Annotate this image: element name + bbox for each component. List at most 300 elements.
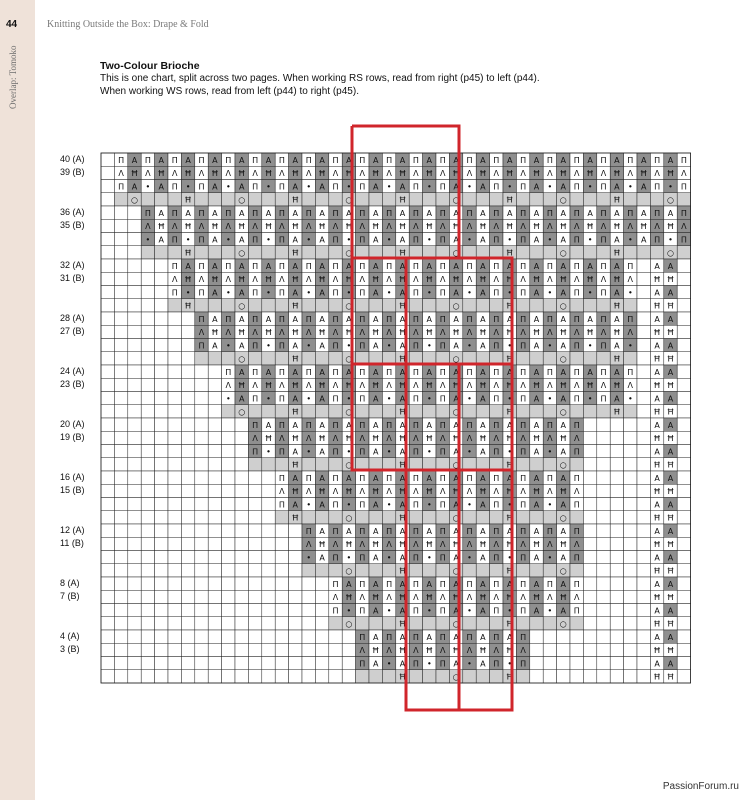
chart-cell — [302, 577, 315, 590]
stitch-symbol: ○ — [559, 407, 567, 417]
stitch-symbol: A — [533, 208, 540, 218]
stitch-symbol: Π — [520, 208, 527, 218]
chart-cell — [409, 299, 422, 312]
stitch-symbol: A — [667, 367, 674, 377]
stitch-symbol: A — [212, 261, 218, 271]
chart-cell — [302, 617, 315, 630]
stitch-symbol: Π — [386, 367, 393, 377]
chart-cell — [181, 312, 194, 325]
chart-cell — [677, 445, 690, 458]
stitch-symbol: A — [560, 367, 567, 377]
chart-cell — [543, 670, 556, 683]
stitch-symbol: Λ — [439, 487, 446, 497]
chart-cell — [329, 564, 342, 577]
stitch-symbol: A — [131, 155, 138, 165]
chart-cell — [128, 325, 141, 338]
stitch-symbol: Π — [680, 155, 687, 165]
stitch-symbol: • — [547, 341, 553, 351]
stitch-symbol: ○ — [559, 460, 567, 470]
chart-cell — [181, 590, 194, 603]
chart-cell — [315, 577, 328, 590]
stitch-symbol: • — [386, 235, 392, 245]
stitch-symbol: A — [131, 182, 138, 192]
stitch-symbol: Π — [359, 606, 366, 616]
chart-cell — [677, 604, 690, 617]
chart-cell — [208, 537, 221, 550]
chart-cell — [329, 670, 342, 683]
stitch-symbol: A — [319, 394, 325, 404]
stitch-symbol: A — [319, 367, 325, 377]
chart-cell — [141, 286, 154, 299]
chart-cell — [583, 352, 596, 365]
chart-cell — [101, 325, 114, 338]
stitch-symbol: A — [319, 235, 325, 245]
stitch-symbol: Ħ — [291, 248, 299, 258]
chart-cell — [637, 325, 650, 338]
chart-cell — [262, 471, 275, 484]
stitch-symbol: Ħ — [291, 487, 299, 497]
chart-cell — [208, 670, 221, 683]
stitch-symbol: A — [667, 447, 674, 457]
chart-cell — [583, 445, 596, 458]
chart-cell — [208, 564, 221, 577]
chart-cell — [275, 551, 288, 564]
chart-cell — [195, 537, 208, 550]
stitch-symbol: Ħ — [506, 169, 514, 179]
chart-cell — [677, 193, 690, 206]
stitch-symbol: A — [640, 155, 647, 165]
stitch-symbol: Λ — [413, 434, 419, 444]
chart-cell — [155, 418, 168, 431]
chart-cell — [114, 551, 127, 564]
chart-cell — [597, 431, 610, 444]
stitch-symbol: Π — [466, 367, 473, 377]
stitch-symbol: Π — [278, 288, 285, 298]
stitch-symbol: Π — [386, 155, 393, 165]
stitch-symbol: Λ — [439, 434, 446, 444]
stitch-symbol: A — [319, 208, 325, 218]
stitch-symbol: A — [292, 341, 299, 351]
stitch-symbol: Ħ — [238, 328, 246, 338]
stitch-symbol: Ħ — [398, 487, 407, 497]
row-label: 12 (A) — [60, 525, 85, 535]
stitch-symbol: A — [399, 526, 406, 536]
stitch-symbol: A — [667, 394, 674, 404]
stitch-symbol: • — [346, 394, 352, 404]
stitch-symbol: Ħ — [291, 275, 299, 285]
chart-cell — [128, 458, 141, 471]
chart-cell — [302, 630, 315, 643]
chart-cell — [356, 511, 369, 524]
chart-cell — [235, 670, 248, 683]
chart-cell — [637, 524, 650, 537]
stitch-symbol: Ħ — [291, 301, 299, 311]
stitch-symbol: Λ — [493, 328, 500, 338]
chart-cell — [570, 193, 583, 206]
chart-cell — [597, 246, 610, 259]
chart-cell — [637, 272, 650, 285]
stitch-symbol: Π — [252, 394, 259, 404]
stitch-symbol: A — [319, 553, 325, 563]
stitch-symbol: • — [346, 500, 352, 510]
stitch-symbol: Π — [573, 447, 580, 457]
stitch-symbol: • — [346, 553, 352, 563]
stitch-symbol: ○ — [345, 195, 353, 205]
stitch-symbol: Λ — [225, 222, 232, 232]
stitch-symbol: Π — [144, 208, 151, 218]
stitch-symbol: Π — [332, 526, 339, 536]
chart-cell — [101, 405, 114, 418]
stitch-symbol: Π — [520, 394, 527, 404]
chart-cell — [637, 498, 650, 511]
chart-cell — [195, 299, 208, 312]
stitch-symbol: A — [533, 579, 540, 589]
stitch-symbol: Π — [386, 261, 393, 271]
stitch-symbol: A — [480, 367, 486, 377]
chart-cell — [329, 657, 342, 670]
chart-cell — [637, 643, 650, 656]
stitch-symbol: Λ — [332, 593, 339, 603]
stitch-symbol: Λ — [654, 222, 660, 232]
stitch-symbol: A — [346, 579, 352, 589]
chart-cell — [235, 511, 248, 524]
stitch-symbol: A — [506, 420, 513, 430]
chart-cell — [101, 604, 114, 617]
stitch-symbol: Π — [198, 314, 205, 324]
stitch-symbol: Π — [332, 394, 339, 404]
chart-cell — [101, 219, 114, 232]
stitch-symbol: • — [266, 182, 271, 192]
chart-cell — [677, 630, 690, 643]
stitch-symbol: Π — [573, 500, 580, 510]
stitch-symbol: Ħ — [613, 328, 621, 338]
chart-cell — [128, 299, 141, 312]
chart-cell — [637, 617, 650, 630]
chart-cell — [583, 418, 596, 431]
stitch-symbol: A — [158, 182, 165, 192]
stitch-symbol: Λ — [413, 540, 419, 550]
chart-cell — [289, 564, 302, 577]
stitch-symbol: Π — [439, 367, 446, 377]
stitch-symbol: A — [453, 208, 459, 218]
stitch-symbol: Π — [359, 235, 366, 245]
stitch-symbol: Π — [144, 155, 151, 165]
stitch-symbol: Λ — [225, 328, 232, 338]
chart-cell — [101, 299, 114, 312]
stitch-symbol: • — [306, 553, 312, 563]
stitch-symbol: Ħ — [184, 301, 192, 311]
chart-cell — [155, 458, 168, 471]
stitch-symbol: A — [238, 341, 245, 351]
chart-cell — [155, 286, 168, 299]
chart-cell — [208, 458, 221, 471]
chart-cell — [128, 219, 141, 232]
stitch-symbol: Ħ — [318, 487, 326, 497]
stitch-symbol: Π — [359, 473, 366, 483]
chart-cell — [181, 630, 194, 643]
chart-cell — [248, 299, 261, 312]
chart-cell — [195, 484, 208, 497]
stitch-symbol: Π — [412, 261, 419, 271]
chart-cell — [436, 405, 449, 418]
chart-cell — [114, 233, 127, 246]
chart-cell — [597, 670, 610, 683]
stitch-symbol: Λ — [252, 169, 258, 179]
stitch-symbol: Ħ — [345, 275, 353, 285]
stitch-symbol: A — [480, 632, 486, 642]
chart-cell — [155, 590, 168, 603]
chart-cell — [248, 617, 261, 630]
stitch-symbol: Ħ — [291, 328, 299, 338]
chart-cell — [208, 551, 221, 564]
stitch-symbol: A — [372, 632, 379, 642]
stitch-symbol: • — [627, 235, 633, 245]
chart-cell — [222, 657, 235, 670]
stitch-symbol: Ħ — [666, 487, 675, 497]
chart-cell — [195, 617, 208, 630]
stitch-symbol: A — [346, 155, 352, 165]
chart-cell — [141, 392, 154, 405]
chart-cell — [208, 445, 221, 458]
stitch-symbol: Λ — [386, 540, 392, 550]
stitch-symbol: Λ — [305, 540, 312, 550]
stitch-symbol: Π — [278, 235, 285, 245]
stitch-symbol: A — [399, 553, 406, 563]
chart-cell — [141, 246, 154, 259]
stitch-symbol: Ħ — [318, 381, 326, 391]
chart-cell — [543, 511, 556, 524]
stitch-symbol: Ħ — [559, 275, 567, 285]
stitch-symbol: Ħ — [452, 381, 460, 391]
stitch-symbol: Λ — [466, 381, 473, 391]
stitch-symbol: A — [158, 155, 165, 165]
chart-cell — [315, 458, 328, 471]
stitch-symbol: Π — [439, 500, 446, 510]
chart-cell — [141, 339, 154, 352]
stitch-symbol: Ħ — [666, 646, 675, 656]
chart-cell — [583, 657, 596, 670]
chart-cell — [114, 339, 127, 352]
chart-cell — [570, 617, 583, 630]
stitch-symbol: Π — [627, 155, 634, 165]
stitch-symbol: Λ — [493, 381, 500, 391]
stitch-symbol: Ħ — [653, 328, 661, 338]
chart-cell — [677, 272, 690, 285]
chart-cell — [128, 551, 141, 564]
chart-cell — [677, 431, 690, 444]
stitch-symbol: • — [185, 288, 191, 298]
chart-cell — [637, 551, 650, 564]
stitch-symbol: A — [533, 606, 540, 616]
chart-cell — [624, 193, 637, 206]
stitch-symbol: Λ — [145, 169, 151, 179]
stitch-symbol: Ħ — [613, 222, 621, 232]
stitch-symbol: A — [372, 420, 379, 430]
stitch-symbol: Ħ — [425, 646, 433, 656]
stitch-symbol: • — [386, 182, 392, 192]
chart-cell — [141, 299, 154, 312]
stitch-symbol: A — [560, 261, 567, 271]
stitch-symbol: Λ — [305, 169, 312, 179]
stitch-symbol: A — [399, 155, 406, 165]
chart-cell — [423, 617, 436, 630]
chart-cell — [128, 259, 141, 272]
stitch-symbol: Π — [198, 208, 205, 218]
stitch-symbol: A — [453, 500, 459, 510]
chart-cell — [195, 431, 208, 444]
chart-cell — [114, 643, 127, 656]
chart-cell — [302, 405, 315, 418]
stitch-symbol: Π — [520, 632, 527, 642]
chart-cell — [168, 564, 181, 577]
stitch-symbol: Ħ — [291, 222, 299, 232]
stitch-symbol: Ħ — [506, 540, 514, 550]
stitch-symbol: ○ — [345, 407, 353, 417]
chart-cell — [141, 590, 154, 603]
row-label: 24 (A) — [60, 366, 85, 376]
stitch-symbol: A — [426, 420, 433, 430]
chart-cell — [423, 670, 436, 683]
chart-cell — [356, 193, 369, 206]
stitch-symbol: Π — [573, 526, 580, 536]
chart-cell — [114, 537, 127, 550]
stitch-symbol: Λ — [547, 381, 553, 391]
stitch-symbol: Π — [412, 341, 419, 351]
chart-cell — [302, 604, 315, 617]
stitch-symbol: Ħ — [532, 540, 541, 550]
row-label: 7 (B) — [60, 591, 80, 602]
stitch-symbol: A — [533, 288, 540, 298]
stitch-symbol: Π — [546, 579, 553, 589]
stitch-symbol: Π — [573, 208, 580, 218]
stitch-symbol: ○ — [345, 301, 353, 311]
chart-cell — [141, 445, 154, 458]
chart-cell — [101, 392, 114, 405]
stitch-symbol: Ħ — [666, 513, 675, 523]
chart-cell — [677, 378, 690, 391]
stitch-symbol: • — [306, 394, 312, 404]
row-label: 4 (A) — [60, 631, 80, 641]
stitch-symbol: A — [399, 473, 406, 483]
chart-cell — [610, 630, 623, 643]
chart-cell — [369, 617, 382, 630]
stitch-symbol: Λ — [118, 169, 124, 179]
chart-cell — [543, 405, 556, 418]
stitch-symbol: ○ — [667, 248, 674, 258]
stitch-symbol: • — [346, 235, 352, 245]
stitch-symbol: Π — [332, 235, 339, 245]
stitch-symbol: Ħ — [425, 222, 433, 232]
chart-cell — [583, 193, 596, 206]
chart-cell — [610, 551, 623, 564]
stitch-symbol: Π — [493, 314, 500, 324]
chart-cell — [208, 484, 221, 497]
chart-cell — [208, 418, 221, 431]
chart-cell — [195, 670, 208, 683]
chart-cell — [101, 511, 114, 524]
chart-cell — [141, 272, 154, 285]
chart-cell — [637, 657, 650, 670]
stitch-symbol: A — [372, 235, 379, 245]
chart-cell — [382, 193, 395, 206]
chart-cell — [181, 537, 194, 550]
stitch-symbol: Π — [546, 473, 553, 483]
chart-cell — [570, 246, 583, 259]
stitch-symbol: A — [560, 420, 567, 430]
chart-cell — [222, 564, 235, 577]
chart-cell — [289, 657, 302, 670]
stitch-symbol: Π — [332, 182, 339, 192]
stitch-symbol: Π — [412, 553, 419, 563]
stitch-symbol: Π — [520, 579, 527, 589]
stitch-symbol: Π — [278, 341, 285, 351]
chart-cell — [329, 193, 342, 206]
stitch-symbol: • — [467, 606, 472, 616]
stitch-symbol: A — [292, 155, 299, 165]
stitch-symbol: Ħ — [398, 513, 407, 523]
stitch-symbol: Ħ — [398, 222, 407, 232]
chart-cell — [222, 617, 235, 630]
chart-cell — [302, 352, 315, 365]
chart-cell — [275, 617, 288, 630]
stitch-symbol: A — [372, 500, 379, 510]
stitch-symbol: • — [426, 659, 432, 669]
stitch-symbol: Ħ — [452, 593, 460, 603]
stitch-symbol: Ħ — [613, 195, 621, 205]
stitch-symbol: • — [467, 659, 472, 669]
stitch-symbol: Ħ — [532, 381, 541, 391]
stitch-symbol: Π — [412, 367, 419, 377]
chart-cell — [610, 643, 623, 656]
stitch-symbol: ○ — [452, 301, 460, 311]
chart-cell — [436, 511, 449, 524]
chart-cell — [195, 630, 208, 643]
stitch-symbol: ○ — [452, 354, 460, 364]
stitch-symbol: A — [319, 155, 325, 165]
stitch-symbol: Ħ — [372, 381, 380, 391]
chart-cell — [436, 193, 449, 206]
chart-cell — [181, 471, 194, 484]
stitch-symbol: Λ — [413, 275, 419, 285]
chart-cell — [128, 617, 141, 630]
stitch-symbol: Π — [412, 632, 419, 642]
stitch-symbol: Ħ — [506, 593, 514, 603]
chart-cell — [141, 312, 154, 325]
stitch-symbol: Λ — [654, 169, 660, 179]
chart-cell — [168, 193, 181, 206]
stitch-symbol: Π — [171, 155, 178, 165]
stitch-symbol: Λ — [627, 222, 634, 232]
stitch-symbol: Λ — [520, 222, 526, 232]
stitch-symbol: Π — [600, 341, 607, 351]
stitch-symbol: A — [372, 473, 379, 483]
chart-cell — [235, 643, 248, 656]
stitch-symbol: Π — [305, 314, 312, 324]
chart-cell — [141, 431, 154, 444]
stitch-symbol: A — [319, 500, 325, 510]
chart-cell — [624, 299, 637, 312]
stitch-symbol: A — [480, 155, 486, 165]
stitch-symbol: Π — [332, 288, 339, 298]
stitch-symbol: Π — [546, 526, 553, 536]
stitch-symbol: A — [346, 208, 352, 218]
chart-cell — [101, 498, 114, 511]
chart-cell — [141, 511, 154, 524]
chart-cell — [101, 206, 114, 219]
stitch-symbol: Π — [278, 473, 285, 483]
stitch-symbol: A — [506, 526, 513, 536]
chart-cell — [155, 325, 168, 338]
